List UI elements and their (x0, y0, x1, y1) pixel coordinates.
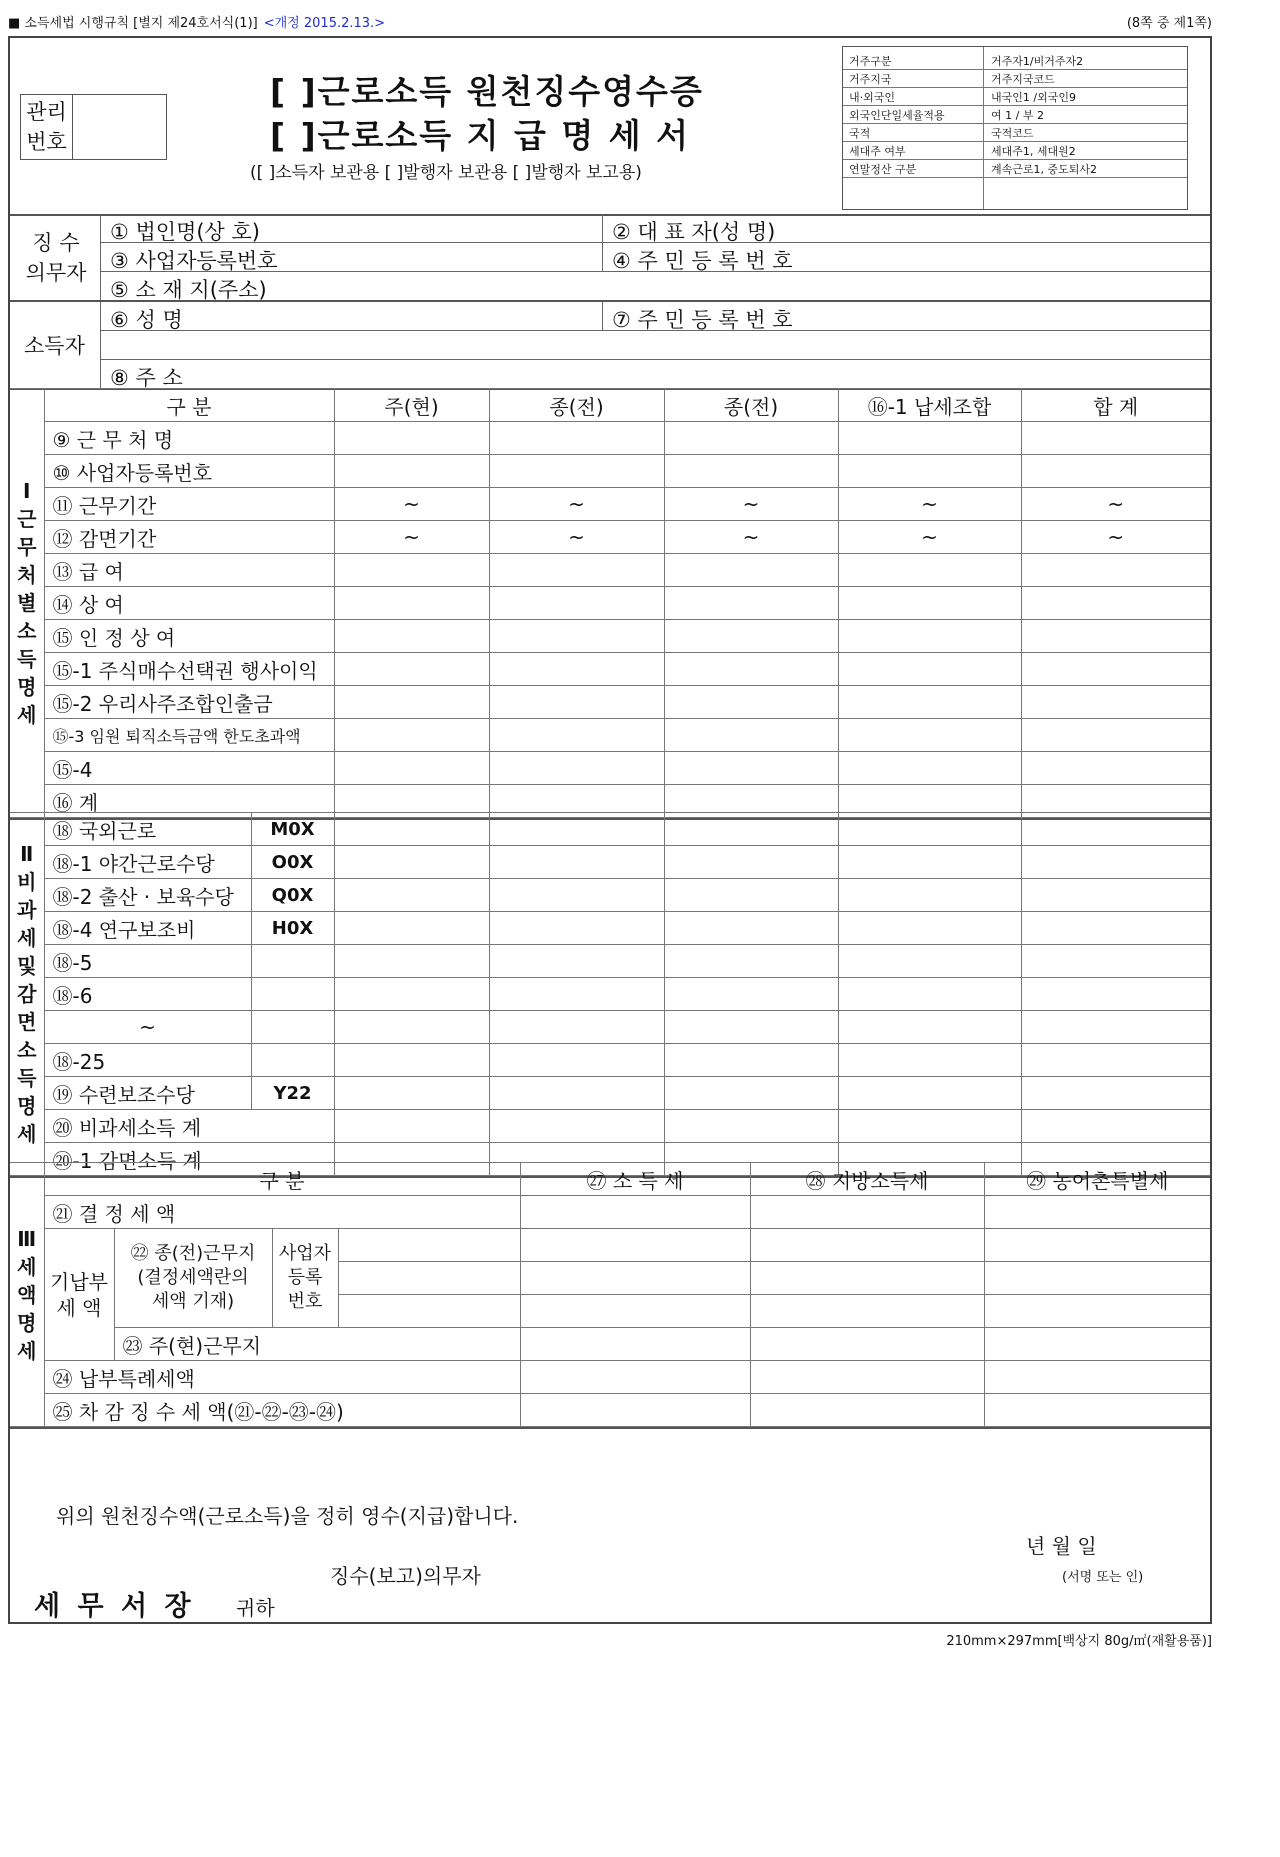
special-income-tax[interactable] (520, 1361, 750, 1394)
prior-local-tax[interactable] (750, 1295, 984, 1328)
info-key: 연말정산 구분 (849, 163, 917, 176)
net-tax-label: ㉕ 차 감 징 수 세 액(㉑-㉒-㉓-㉔) (44, 1394, 520, 1427)
prior-rural-tax[interactable] (984, 1262, 1210, 1295)
prior-rural-tax[interactable] (984, 1295, 1210, 1328)
prior-income-tax[interactable] (520, 1295, 750, 1328)
row-label: ⑩ 사업자등록번호 (44, 455, 334, 488)
value-cell[interactable] (1021, 752, 1210, 785)
value-cell[interactable] (664, 719, 838, 752)
value-cell[interactable] (489, 813, 664, 846)
value-cell[interactable] (334, 422, 489, 455)
value-cell[interactable] (1021, 813, 1210, 846)
nontax-code (251, 1011, 334, 1044)
corp-name-field[interactable]: ① 법인명(상 호) (110, 220, 260, 244)
title-withholding-receipt: [ ]근로소득 원천징수영수증 (270, 72, 704, 111)
nontax-code: Y22 (251, 1077, 334, 1110)
value-cell[interactable] (1021, 422, 1210, 455)
value-cell[interactable]: ~ (838, 488, 1021, 521)
info-key: 세대주 여부 (849, 145, 906, 158)
row-label: ⑬ 급 여 (44, 554, 334, 587)
value-cell[interactable] (664, 653, 838, 686)
col-header: 종(전) (489, 389, 664, 422)
row-label: ⑪ 근무기간 (44, 488, 334, 521)
value-cell[interactable] (838, 813, 1021, 846)
section1-label: Ⅰ 근 무 처 별 소 득 명 세 (10, 389, 44, 818)
info-value[interactable]: 국적코드 (991, 127, 1034, 140)
info-value[interactable]: 세대주1, 세대원2 (991, 145, 1076, 158)
table-row (10, 1110, 1210, 1143)
prior-workplace-label: ㉒ 종(전)근무지 (결정세액란의 세액 기재) (114, 1229, 272, 1328)
section-tax-details (10, 1162, 1210, 1429)
info-value[interactable]: 거주지국코드 (991, 73, 1055, 86)
biz-reg-field[interactable]: ③ 사업자등록번호 (110, 249, 278, 273)
revision-link[interactable]: <개정 2015.2.13.> (263, 16, 386, 31)
prior-bizno-input[interactable] (338, 1229, 520, 1262)
value-cell[interactable] (489, 879, 664, 912)
net-rural-tax[interactable] (984, 1394, 1210, 1427)
value-cell[interactable] (1021, 719, 1210, 752)
value-cell[interactable] (334, 879, 489, 912)
value-cell[interactable] (489, 1011, 664, 1044)
net-local-tax[interactable] (750, 1394, 984, 1427)
value-cell[interactable]: ~ (334, 521, 489, 554)
determined-local-tax[interactable] (750, 1196, 984, 1229)
tax-office-chief: 세 무 서 장 (34, 1591, 195, 1622)
row-label: ⑨ 근 무 처 명 (44, 422, 334, 455)
value-cell[interactable] (664, 587, 838, 620)
value-cell[interactable] (838, 455, 1021, 488)
value-cell[interactable] (838, 686, 1021, 719)
form-footer (10, 1496, 1210, 1624)
special-tax-label: ㉔ 납부특례세액 (44, 1361, 520, 1394)
value-cell[interactable] (838, 587, 1021, 620)
nontax-code (251, 978, 334, 1011)
determined-tax-label: ㉑ 결 정 세 액 (44, 1196, 520, 1229)
value-cell[interactable] (1021, 1077, 1210, 1110)
table-row (10, 945, 1210, 978)
nontax-code: H0X (251, 912, 334, 945)
info-key: 거주구분 (849, 55, 892, 68)
value-cell[interactable] (334, 978, 489, 1011)
value-cell[interactable]: ~ (838, 521, 1021, 554)
value-cell[interactable] (489, 752, 664, 785)
value-cell[interactable] (664, 945, 838, 978)
prior-bizno-input[interactable] (338, 1295, 520, 1328)
value-cell[interactable] (1021, 846, 1210, 879)
value-cell[interactable] (664, 1077, 838, 1110)
table-row (10, 879, 1210, 912)
value-cell[interactable] (664, 422, 838, 455)
net-income-tax[interactable] (520, 1394, 750, 1427)
receipt-statement: 위의 원천징수액(근로소득)을 정히 영수(지급)합니다. (56, 1504, 519, 1528)
value-cell[interactable]: ~ (334, 488, 489, 521)
value-cell[interactable] (489, 978, 664, 1011)
prior-local-tax[interactable] (750, 1229, 984, 1262)
col-header-income-tax: ㉗ 소 득 세 (520, 1163, 750, 1196)
current-income-tax[interactable] (520, 1328, 750, 1361)
value-cell[interactable] (664, 1011, 838, 1044)
management-number-box[interactable] (20, 94, 167, 160)
info-key: 외국인단일세율적용 (849, 109, 945, 122)
col-header-category: 구 분 (44, 1163, 520, 1196)
earner-address-field[interactable]: ⑧ 주 소 (110, 366, 183, 390)
management-number-label: 관리 번호 (21, 95, 73, 159)
section3-label: Ⅲ 세 액 명 세 (10, 1163, 44, 1427)
residency-info-box (842, 46, 1188, 210)
table-row (10, 653, 1210, 686)
row-label: ⑱-2 출산 · 보육수당 (44, 879, 251, 912)
info-key: 내·외국인 (849, 91, 896, 104)
table-row (10, 719, 1210, 752)
value-cell[interactable] (1021, 1044, 1210, 1077)
value-cell[interactable] (489, 554, 664, 587)
nontax-code (251, 945, 334, 978)
value-cell[interactable] (489, 945, 664, 978)
row-label: ⑮-1 주식매수선택권 행사이익 (44, 653, 334, 686)
col-header-local-tax: ㉘ 지방소득세 (750, 1163, 984, 1196)
value-cell[interactable] (334, 813, 489, 846)
value-cell[interactable] (838, 719, 1021, 752)
value-cell[interactable] (838, 1077, 1021, 1110)
value-cell[interactable] (334, 1077, 489, 1110)
value-cell[interactable] (334, 752, 489, 785)
value-cell[interactable] (334, 455, 489, 488)
current-rural-tax[interactable] (984, 1328, 1210, 1361)
info-row (843, 141, 1187, 160)
nontax-code (251, 1044, 334, 1077)
paper-spec-footnote: 210mm×297mm[백상지 80g/㎡(재활용품)] (946, 1634, 1212, 1649)
row-label: ⑭ 상 여 (44, 587, 334, 620)
col-header: 구 분 (44, 389, 334, 422)
representative-field[interactable]: ② 대 표 자(성 명) (612, 220, 776, 244)
row-label: ⑮-2 우리사주조합인출금 (44, 686, 334, 719)
value-cell[interactable] (1021, 945, 1210, 978)
col-header-rural-tax: ㉙ 농어촌특별세 (984, 1163, 1210, 1196)
value-cell[interactable] (838, 653, 1021, 686)
col-header: 합 계 (1021, 389, 1210, 422)
row-label: ⑲ 수련보조수당 (44, 1077, 251, 1110)
table-row (10, 422, 1210, 455)
row-label: ⑳ 비과세소득 계 (44, 1110, 334, 1143)
value-cell[interactable] (334, 587, 489, 620)
row-label: ⑱ 국외근로 (44, 813, 251, 846)
value-cell[interactable] (664, 846, 838, 879)
table-row (10, 1077, 1210, 1110)
value-cell[interactable] (334, 945, 489, 978)
bizno-label: 사업자 등록 번호 (272, 1229, 338, 1328)
row-label: ⑱-4 연구보조비 (44, 912, 251, 945)
value-cell[interactable] (1021, 620, 1210, 653)
honorific: 귀하 (236, 1596, 275, 1620)
title-payment-statement: [ ]근로소득 지 급 명 세 서 (270, 116, 690, 155)
value-cell[interactable] (838, 1110, 1021, 1143)
value-cell[interactable] (1021, 879, 1210, 912)
withholder-label: 징 수 의무자 (25, 231, 87, 285)
value-cell[interactable] (1021, 587, 1210, 620)
determined-income-tax[interactable] (520, 1196, 750, 1229)
value-cell[interactable] (489, 422, 664, 455)
party-info-section (10, 214, 1210, 390)
table-row (10, 521, 1210, 554)
value-cell[interactable] (838, 846, 1021, 879)
value-cell[interactable] (489, 1110, 664, 1143)
table-row (10, 846, 1210, 879)
row-label: ⑱-5 (44, 945, 251, 978)
table-row (10, 813, 1210, 846)
nontax-code: M0X (251, 813, 334, 846)
prior-local-tax[interactable] (750, 1262, 984, 1295)
value-cell[interactable] (664, 912, 838, 945)
special-local-tax[interactable] (750, 1361, 984, 1394)
value-cell[interactable] (838, 945, 1021, 978)
value-cell[interactable] (334, 1110, 489, 1143)
value-cell[interactable]: ~ (664, 521, 838, 554)
earner-name-field[interactable]: ⑥ 성 명 (110, 308, 183, 332)
table-row (10, 1011, 1210, 1044)
value-cell[interactable] (838, 1011, 1021, 1044)
prior-bizno-input[interactable] (338, 1262, 520, 1295)
value-cell[interactable] (334, 912, 489, 945)
col-header: ⑯-1 납세조합 (838, 389, 1021, 422)
info-row (843, 123, 1187, 142)
table-row (10, 620, 1210, 653)
table-row (10, 1044, 1210, 1077)
row-label: ⑳-1 감면소득 계 (44, 1143, 334, 1176)
value-cell[interactable] (838, 422, 1021, 455)
prior-rural-tax[interactable] (984, 1229, 1210, 1262)
info-key: 거주지국 (849, 73, 892, 86)
row-label: ⑱-1 야간근로수당 (44, 846, 251, 879)
info-row (843, 105, 1187, 124)
value-cell[interactable] (838, 978, 1021, 1011)
info-row (843, 87, 1187, 106)
value-cell[interactable] (1021, 1110, 1210, 1143)
value-cell[interactable] (334, 554, 489, 587)
table-row (10, 912, 1210, 945)
value-cell[interactable]: ~ (1021, 521, 1210, 554)
special-rural-tax[interactable] (984, 1361, 1210, 1394)
value-cell[interactable] (1021, 686, 1210, 719)
law-reference: ■ 소득세법 시행규칙 [별지 제24호서식(1)] <개정 2015.2.13.> (8, 16, 386, 31)
value-cell[interactable] (838, 912, 1021, 945)
value-cell[interactable] (1021, 912, 1210, 945)
current-local-tax[interactable] (750, 1328, 984, 1361)
value-cell[interactable] (1021, 554, 1210, 587)
withholder-sign-label: 징수(보고)의무자 (330, 1564, 481, 1588)
value-cell[interactable] (838, 554, 1021, 587)
row-label: ⑮ 인 정 상 여 (44, 620, 334, 653)
value-cell[interactable] (838, 620, 1021, 653)
value-cell[interactable] (334, 620, 489, 653)
value-cell[interactable] (1021, 653, 1210, 686)
prepaid-tax-label: 기납부 세 액 (44, 1229, 114, 1361)
value-cell[interactable] (489, 653, 664, 686)
resident-reg-field-1[interactable]: ④ 주 민 등 록 번 호 (612, 249, 793, 273)
row-label: ⑱-25 (44, 1044, 251, 1077)
signature-field[interactable]: (서명 또는 인) (1062, 1570, 1144, 1585)
value-cell[interactable] (664, 1044, 838, 1077)
value-cell[interactable]: ~ (489, 488, 664, 521)
value-cell[interactable] (489, 1044, 664, 1077)
value-cell[interactable] (489, 912, 664, 945)
value-cell[interactable]: ~ (1021, 488, 1210, 521)
info-row (843, 69, 1187, 88)
value-cell[interactable] (334, 1044, 489, 1077)
value-cell[interactable] (1021, 455, 1210, 488)
info-row (843, 51, 1187, 70)
value-cell[interactable] (664, 879, 838, 912)
info-value[interactable]: 거주자1/비거주자2 (991, 55, 1084, 68)
info-value[interactable]: 내국인1 /외국인9 (991, 91, 1076, 104)
row-label: ⑮-3 임원 퇴직소득금액 한도초과액 (44, 719, 334, 752)
top-line (8, 12, 1212, 32)
current-workplace-label: ㉓ 주(현)근무지 (114, 1328, 520, 1361)
value-cell[interactable] (838, 879, 1021, 912)
value-cell[interactable] (489, 686, 664, 719)
value-cell[interactable] (664, 978, 838, 1011)
value-cell[interactable] (664, 620, 838, 653)
row-label: ⑫ 감면기간 (44, 521, 334, 554)
page-info: (8쪽 중 제1쪽) (1126, 16, 1212, 31)
row-label: ⑱-6 (44, 978, 251, 1011)
form-header (10, 38, 1210, 216)
value-cell[interactable] (664, 1110, 838, 1143)
resident-reg-field-2[interactable]: ⑦ 주 민 등 록 번 호 (612, 308, 793, 332)
table-row (10, 686, 1210, 719)
value-cell[interactable] (664, 813, 838, 846)
value-cell[interactable] (334, 653, 489, 686)
value-cell[interactable] (664, 554, 838, 587)
address-field-1[interactable]: ⑤ 소 재 지(주소) (110, 278, 267, 302)
col-header: 주(현) (334, 389, 489, 422)
table-row (10, 554, 1210, 587)
nontax-code: O0X (251, 846, 334, 879)
copy-type-line: ([ ]소득자 보관용 [ ]발행자 보관용 [ ]발행자 보고용) (250, 163, 642, 183)
section2-label: Ⅱ 비 과 세 및 감 면 소 득 명 세 (10, 813, 44, 1176)
value-cell[interactable] (489, 620, 664, 653)
value-cell[interactable] (664, 752, 838, 785)
date-field[interactable]: 년 월 일 (1026, 1534, 1097, 1558)
table-row (10, 455, 1210, 488)
info-value[interactable]: 여 1 / 부 2 (991, 109, 1044, 122)
value-cell[interactable] (489, 846, 664, 879)
info-key: 국적 (849, 127, 871, 140)
value-cell[interactable]: ~ (664, 488, 838, 521)
value-cell[interactable] (334, 719, 489, 752)
table-row (10, 587, 1210, 620)
col-header: 종(전) (664, 389, 838, 422)
tax-form (8, 36, 1212, 1624)
value-cell[interactable] (489, 587, 664, 620)
table-row (10, 978, 1210, 1011)
table-row (10, 488, 1210, 521)
value-cell[interactable] (489, 455, 664, 488)
section-income-by-workplace (10, 388, 1210, 820)
value-cell[interactable] (664, 455, 838, 488)
info-row (843, 159, 1187, 178)
value-cell[interactable] (664, 686, 838, 719)
value-cell[interactable] (489, 719, 664, 752)
value-cell[interactable] (838, 752, 1021, 785)
value-cell[interactable] (838, 1044, 1021, 1077)
row-label: ~ (44, 1011, 251, 1044)
value-cell[interactable] (334, 686, 489, 719)
section-nontaxable-income (10, 812, 1210, 1178)
value-cell[interactable] (1021, 1011, 1210, 1044)
value-cell[interactable] (334, 1011, 489, 1044)
info-value[interactable]: 계속근로1, 중도퇴사2 (991, 163, 1097, 176)
value-cell[interactable]: ~ (489, 521, 664, 554)
prior-income-tax[interactable] (520, 1262, 750, 1295)
prior-income-tax[interactable] (520, 1229, 750, 1262)
value-cell[interactable] (489, 1077, 664, 1110)
determined-rural-tax[interactable] (984, 1196, 1210, 1229)
row-label: ⑮-4 (44, 752, 334, 785)
nontax-code: Q0X (251, 879, 334, 912)
value-cell[interactable] (1021, 978, 1210, 1011)
earner-label: 소득자 (24, 334, 85, 358)
row-label: ⑯ 계 (44, 785, 334, 818)
table-row (10, 752, 1210, 785)
value-cell[interactable] (334, 846, 489, 879)
